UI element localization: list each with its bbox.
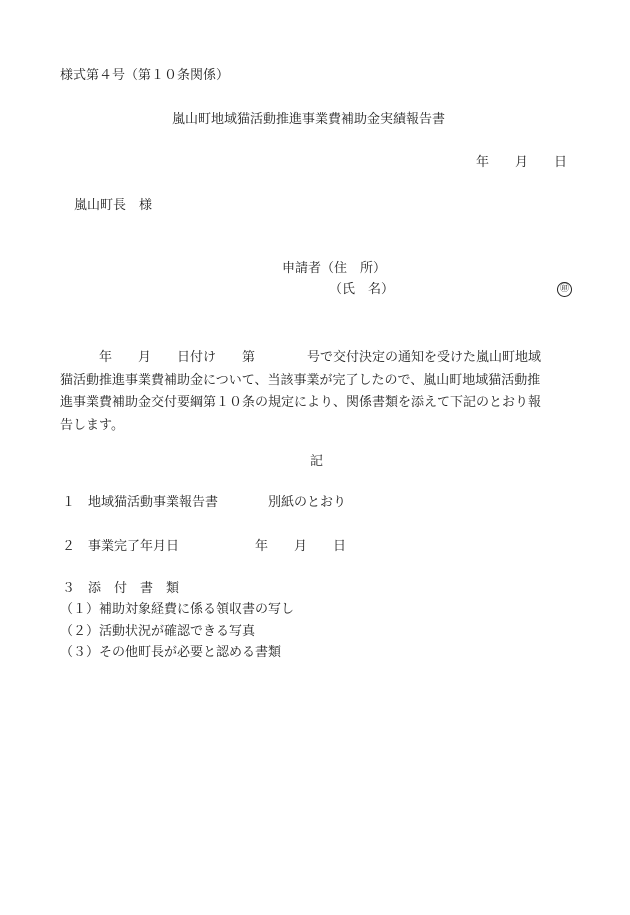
body-line: 年 月 日付け 第 号で交付決定の通知を受けた嵐山町地域 xyxy=(60,350,542,365)
item-1-label: １ 地域猫活動事業報告書 xyxy=(62,495,219,510)
form-number: 様式第４号（第１０条関係） xyxy=(60,68,230,83)
document-title: 嵐山町地域猫活動推進事業費補助金実績報告書 xyxy=(172,112,446,127)
attachment-item-2: （２）活動状況が確認できる写真 xyxy=(60,624,256,639)
seal-mark: ㊞ xyxy=(557,282,572,297)
date-line: 年 月 日 xyxy=(476,155,568,170)
body-line: 告します。 xyxy=(60,417,124,433)
ki-heading: 記 xyxy=(310,454,324,469)
body-line: 猫活動推進事業費補助金について、当該事業が完了したので、嵐山町地域猫活動推 xyxy=(60,372,541,388)
addressee: 嵐山町長 様 xyxy=(74,198,153,213)
body-line: 進事業費補助金交付要綱第１０条の規定により、関係書類を添えて下記のとおり報 xyxy=(60,395,542,410)
applicant-name-label: （氏 名） xyxy=(329,282,395,297)
attachments-heading: ３ 添 付 書 類 xyxy=(62,581,180,596)
item-2-label: ２ 事業完了年月日 xyxy=(62,539,180,554)
attachment-item-1: （１）補助対象経費に係る領収書の写し xyxy=(60,602,295,617)
body-paragraph xyxy=(60,347,580,437)
item-1-value: 別紙のとおり xyxy=(268,495,347,510)
applicant-address-label: 申請者（住 所） xyxy=(282,261,387,276)
attachment-item-3: （３）その他町長が必要と認める書類 xyxy=(60,645,282,660)
item-2-value: 年 月 日 xyxy=(255,539,347,554)
